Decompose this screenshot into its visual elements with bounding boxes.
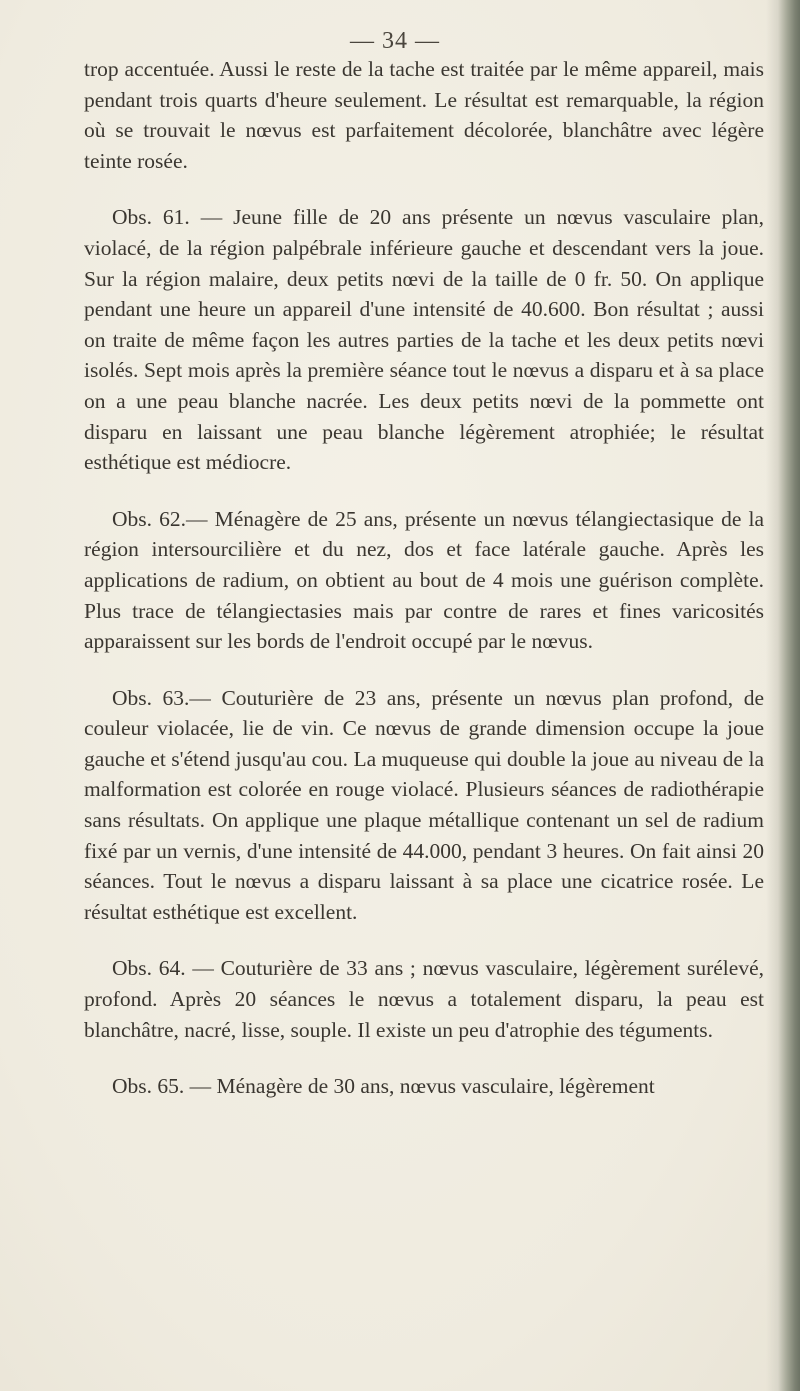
page-body-text <box>84 54 764 1102</box>
page-number: — 34 — <box>350 28 440 54</box>
observation-61-paragraph: Obs. 61. — Jeune fille de 20 ans présente un nœvus vasculaire plan, violacé, de la région palpébrale inférieure gauche et descendant vers la joue. Sur la région malaire, deux petits nœvi de la taille de 0 fr. 50. On applique pendant une heure un appareil d'une intensité de 40.600. Bon résultat ; aussi on traite de même façon les autres parties de la tache et les deux petits nœvi isolés. Sept mois après la première séance tout le nœvus a disparu et à sa place on a une peau blanche nacrée. Les deux petits nœvi de la pommette ont disparu en laissant une peau blanche légèrement atrophiée; le résultat esthétique est médiocre. <box>84 205 764 475</box>
observation-65-paragraph: Obs. 65. — Ménagère de 30 ans, nœvus vasculaire, légèrement <box>112 1074 655 1099</box>
observation-63-paragraph: Obs. 63.— Couturière de 23 ans, présente un nœvus plan profond, de couleur violacée, lie de vin. Ce nœvus de grande dimension occupe la joue gauche et s'étend jusqu'au cou. La muqueuse qui double la joue au niveau de la malformation est colorée en rouge violacé. Plusieurs séances de radiothérapie sans résultats. On applique une plaque métallique contenant un sel de radium fixé par un vernis, d'une intensité de 44.000, pendant 3 heures. On fait ainsi 20 séances. Tout le nœvus a disparu laissant à sa place une cicatrice rosée. Le résultat esthétique est excellent. <box>84 685 764 924</box>
continued-paragraph: trop accentuée. Aussi le reste de la tache est traitée par le même appareil, mais pendant trois quarts d'heure seulement. Le résultat est remarquable, la région où se trouvait le nœvus est parfaitement décolorée, blanchâtre avec légère teinte rosée. <box>84 57 764 173</box>
observation-62-paragraph: Obs. 62.— Ménagère de 25 ans, présente un nœvus télangiectasique de la région intersourcilière et du nez, dos et face latérale gauche. Après les applications de radium, on obtient au bout de 4 mois une guérison complète. Plus trace de télangiectasies mais par contre de rares et fines varicosités apparaissent sur les bords de l'endroit occupé par le nœvus. <box>84 506 764 654</box>
observation-64-paragraph: Obs. 64. — Couturière de 33 ans ; nœvus vasculaire, légèrement surélevé, profond. Après 20 séances le nœvus a totalement disparu, la peau est blanchâtre, nacré, lisse, souple. Il existe un peu d'atrophie des téguments. <box>84 956 764 1042</box>
page-binding-edge <box>766 0 800 1391</box>
